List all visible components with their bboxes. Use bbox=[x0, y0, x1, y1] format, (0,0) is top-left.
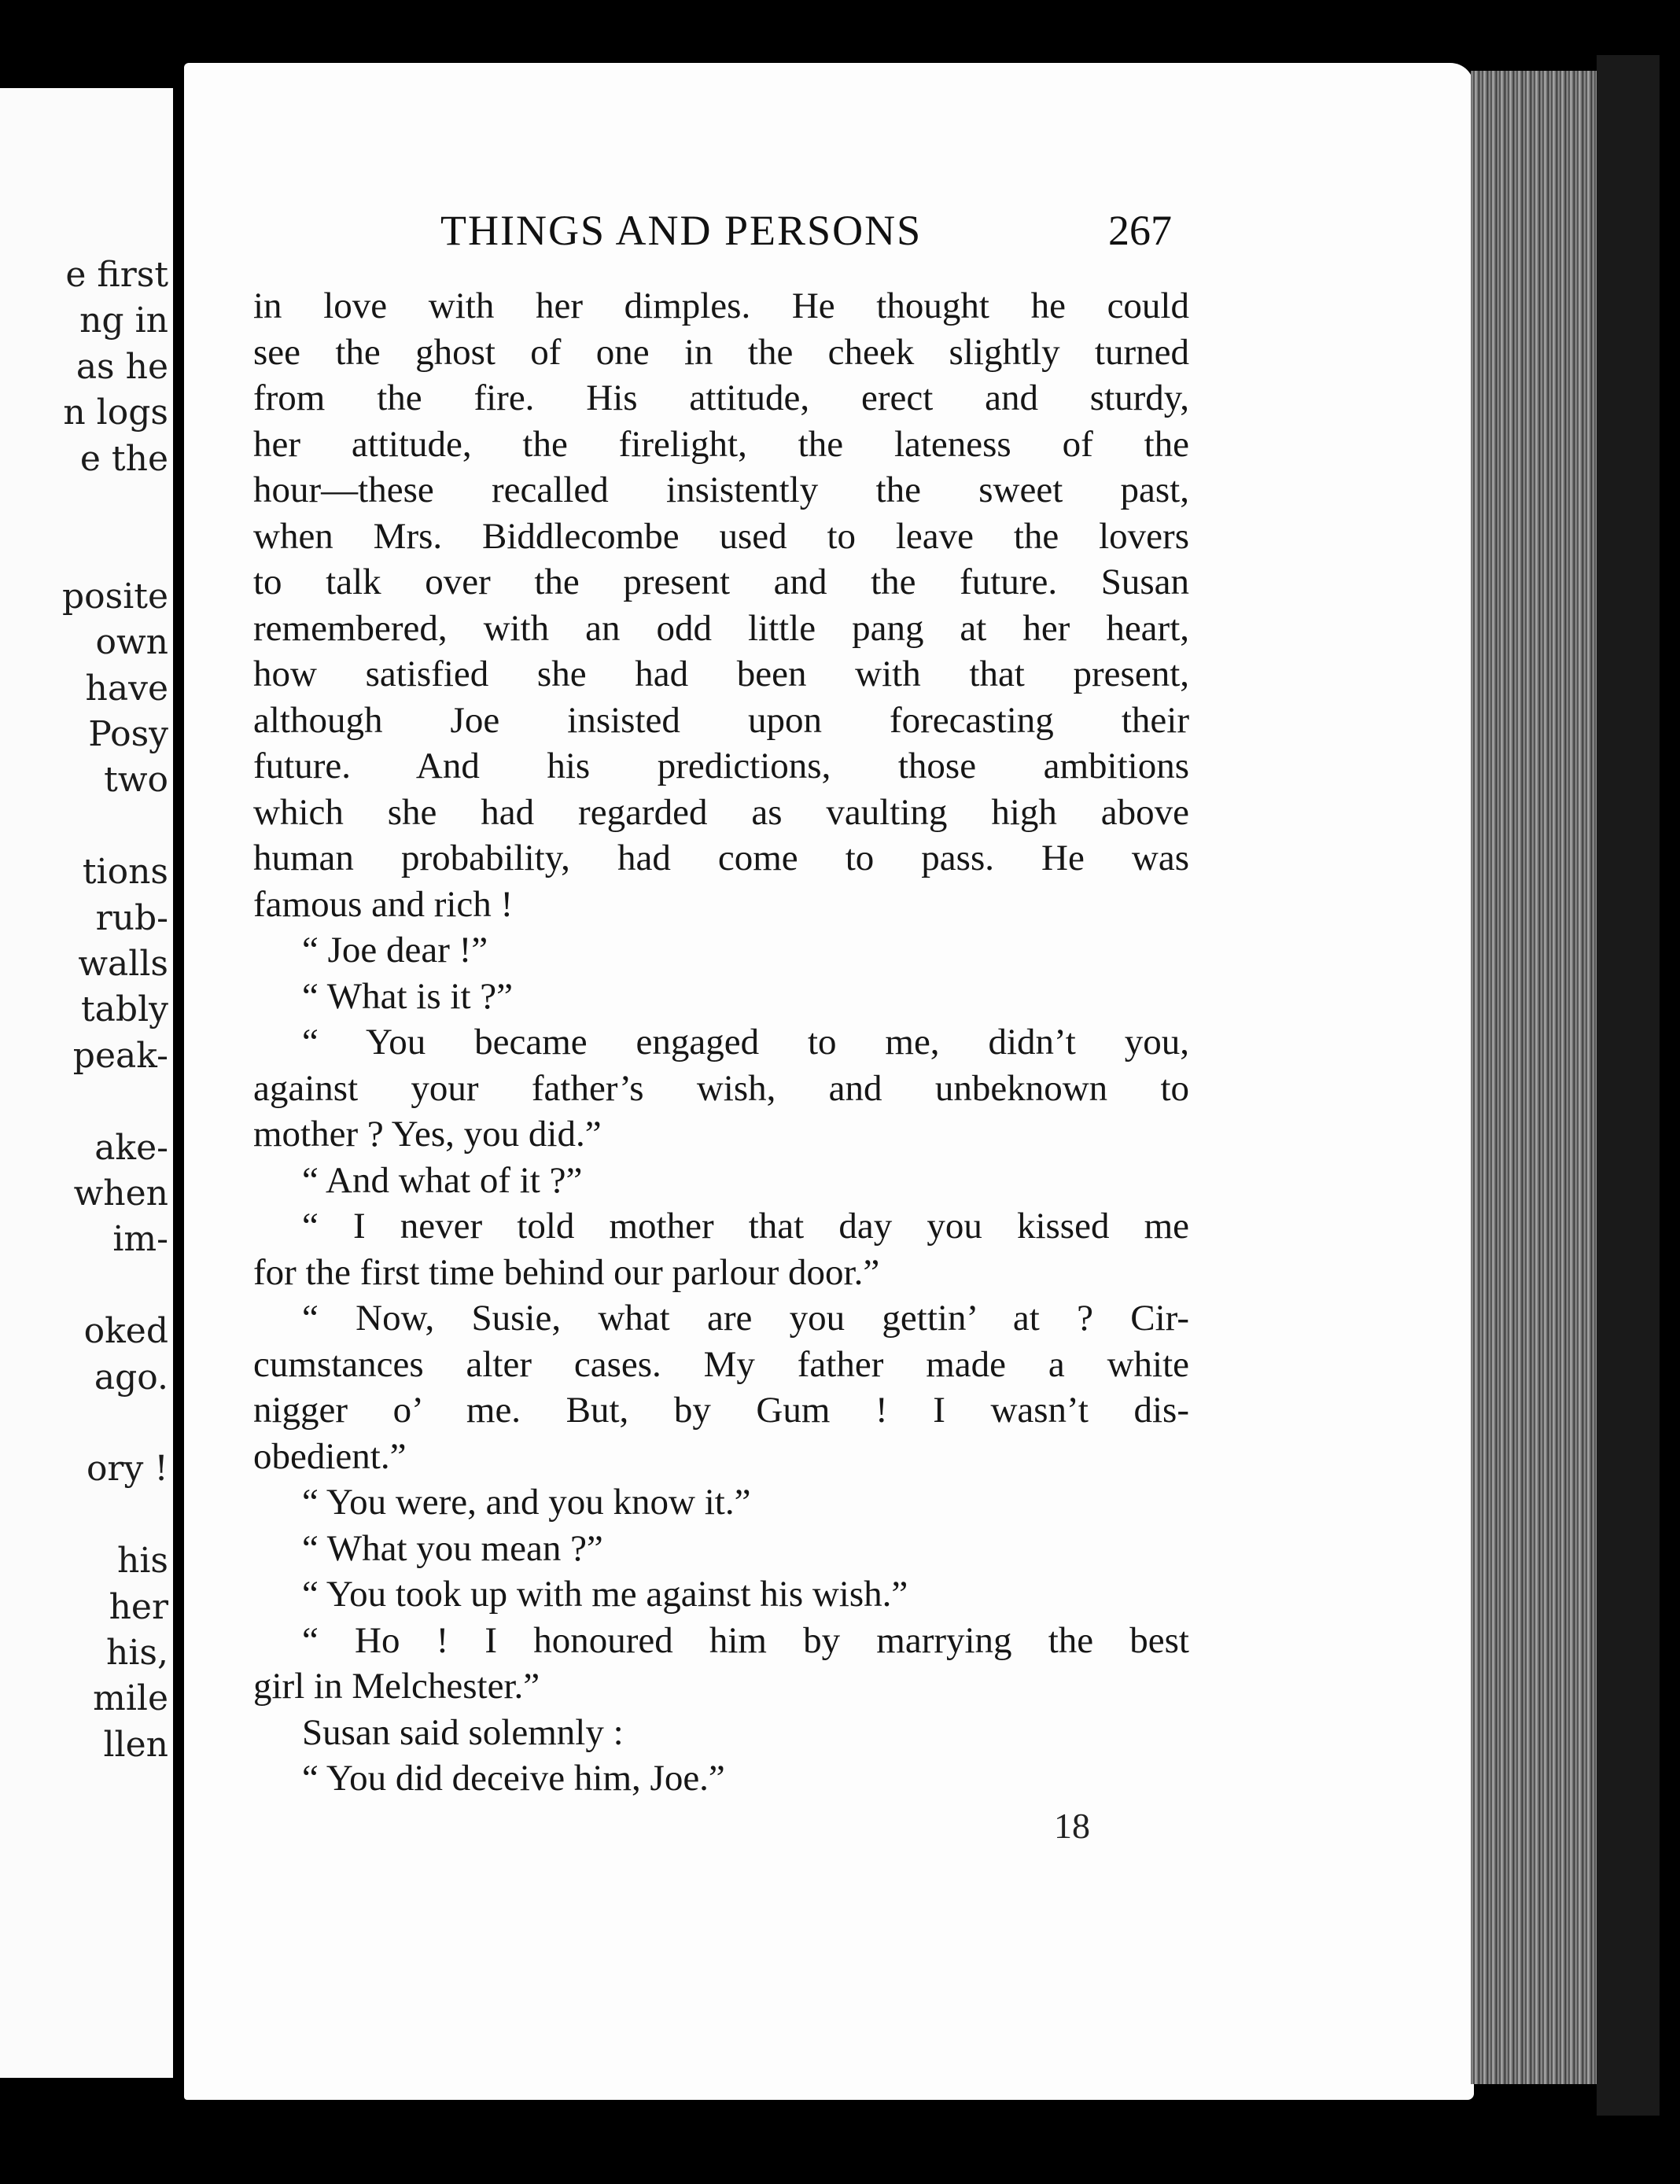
left-page bbox=[0, 88, 182, 2078]
signature-mark: 18 bbox=[1054, 1806, 1090, 1846]
text-line: see the ghost of one in the cheek slightly turned bbox=[253, 331, 1189, 373]
page-number: 267 bbox=[1108, 207, 1172, 254]
left-page-line: Posy bbox=[88, 714, 168, 754]
left-page-line: ory ! bbox=[86, 1449, 168, 1490]
text-line: when Mrs. Biddlecombe used to leave the lovers bbox=[253, 515, 1189, 557]
left-page-line: peak- bbox=[72, 1035, 168, 1076]
left-page-line: as he bbox=[76, 346, 168, 387]
left-page-line: ng in bbox=[79, 300, 168, 341]
text-line: “ You became engaged to me, didn’t you, bbox=[302, 1022, 1189, 1063]
text-line: “ You took up with me against his wish.” bbox=[302, 1574, 908, 1615]
book-cover-edge bbox=[1597, 55, 1660, 2116]
text-line: although Joe insisted upon forecasting their bbox=[253, 699, 1189, 741]
left-page-line: his, bbox=[106, 1633, 168, 1673]
left-page-line: oked bbox=[83, 1311, 168, 1352]
left-page-line: ago. bbox=[94, 1357, 168, 1398]
left-page-line: n logs bbox=[63, 392, 168, 433]
text-line: how satisfied she had been with that present, bbox=[253, 654, 1189, 694]
text-line: Susan said solemnly : bbox=[302, 1711, 624, 1753]
text-line: “ You were, and you know it.” bbox=[302, 1482, 751, 1523]
text-line: cumstances alter cases. My father made a white bbox=[253, 1343, 1189, 1385]
left-page-line: when bbox=[73, 1173, 168, 1214]
left-page-line: e first bbox=[65, 255, 168, 295]
text-line: “ Joe dear !” bbox=[302, 930, 488, 970]
text-line: “ What you mean ?” bbox=[302, 1527, 603, 1569]
text-line: obedient.” bbox=[253, 1435, 407, 1477]
left-page-line: her bbox=[109, 1586, 168, 1627]
text-line: in love with her dimples. He thought he could bbox=[253, 285, 1189, 326]
text-line: “ I never told mother that day you kissed me bbox=[302, 1206, 1189, 1247]
text-line: which she had regarded as vaulting high above bbox=[253, 791, 1189, 833]
left-page-line: his bbox=[117, 1541, 168, 1582]
page-header bbox=[440, 206, 1172, 261]
text-line: her attitude, the firelight, the lateness of the bbox=[253, 423, 1189, 465]
text-line: to talk over the present and the future. Susan bbox=[253, 562, 1189, 602]
text-line: against your father’s wish, and unbeknown to bbox=[253, 1067, 1189, 1109]
book-gutter bbox=[173, 87, 184, 2084]
left-page-line: llen bbox=[103, 1724, 168, 1765]
left-page-line: posite bbox=[61, 576, 168, 617]
text-line: “ You did deceive him, Joe.” bbox=[302, 1758, 725, 1799]
text-line: “ Now, Susie, what are you gettin’ at ? Cir- bbox=[302, 1298, 1189, 1339]
page-edges bbox=[1471, 71, 1597, 2084]
text-line: for the first time behind our parlour door.” bbox=[253, 1251, 880, 1293]
text-line: hour—these recalled insistently the sweet past, bbox=[253, 470, 1189, 510]
left-page-line: own bbox=[95, 622, 168, 663]
text-line: nigger o’ me. But, by Gum ! I wasn’t dis- bbox=[253, 1390, 1189, 1431]
text-line: girl in Melchester.” bbox=[253, 1666, 540, 1707]
left-page-line: two bbox=[104, 760, 168, 801]
running-title: THINGS AND PERSONS bbox=[440, 207, 923, 254]
text-line: future. And his predictions, those ambitions bbox=[253, 746, 1189, 786]
left-page-line: mile bbox=[93, 1678, 168, 1719]
left-page-line: ake- bbox=[94, 1127, 168, 1168]
left-page-line: walls bbox=[78, 944, 168, 984]
left-page-line: tably bbox=[80, 989, 168, 1030]
text-line: human probability, had come to pass. He was bbox=[253, 838, 1189, 878]
text-line: remembered, with an odd little pang at her heart, bbox=[253, 607, 1189, 649]
text-line: from the fire. His attitude, erect and sturdy, bbox=[253, 378, 1189, 418]
text-line: mother ? Yes, you did.” bbox=[253, 1114, 602, 1155]
left-page-line: im- bbox=[112, 1219, 168, 1260]
left-page-line: tions bbox=[82, 852, 168, 893]
left-page-line: have bbox=[85, 668, 168, 709]
text-line: “ What is it ?” bbox=[302, 975, 513, 1017]
text-line: “ Ho ! I honoured him by marrying the best bbox=[302, 1619, 1189, 1661]
body-text bbox=[253, 283, 1189, 1802]
left-page-line: e the bbox=[79, 438, 168, 479]
text-line: “ And what of it ?” bbox=[302, 1159, 583, 1201]
left-page-line: rub- bbox=[95, 897, 168, 938]
text-line: famous and rich ! bbox=[253, 883, 514, 925]
